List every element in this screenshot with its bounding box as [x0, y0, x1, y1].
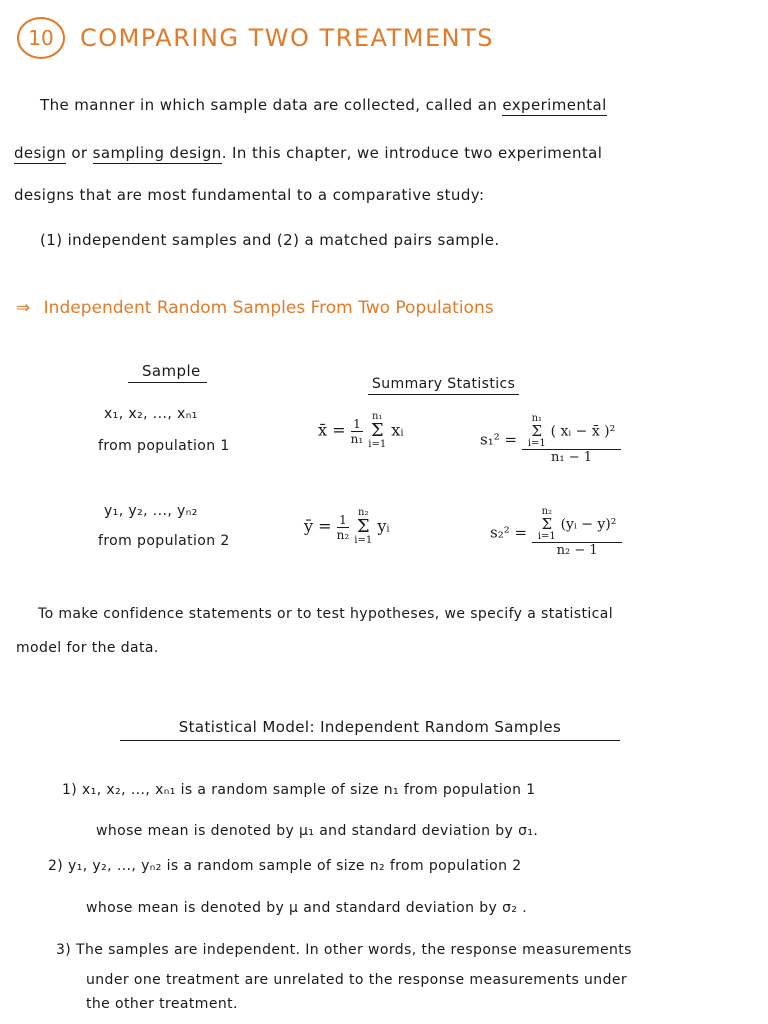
model-item-1-line-1: 1) x₁, x₂, ..., xₙ₁ is a random sample of size n₁ from population 1	[62, 782, 536, 798]
sigma-symbol: Σ	[356, 516, 370, 537]
sigma-symbol: Σ	[541, 515, 553, 533]
intro-line-1-text: The manner in which sample data are collected, called an	[40, 96, 498, 114]
mean1-sum-top: n₁	[372, 411, 383, 422]
var1-sum	[528, 414, 546, 449]
var2-sum	[538, 507, 556, 542]
page-title: COMPARING TWO TREATMENTS	[80, 24, 494, 52]
row2-sample: y₁, y₂, ..., yₙ₂	[104, 503, 198, 519]
mean2-fraction	[337, 513, 350, 542]
var2-sum-top: n₂	[541, 506, 553, 517]
model-title: Statistical Model: Independent Random Samples	[120, 718, 620, 741]
para2-line-2: model for the data.	[16, 640, 159, 656]
chapter-number: 10	[28, 26, 54, 50]
model-item-2-line-2: whose mean is denoted by μ and standard deviation by σ₂ .	[86, 900, 528, 916]
model-item-3-line-2: under one treatment are unrelated to the response measurements under	[86, 972, 628, 988]
intro-line-1	[40, 96, 607, 114]
model-item-3-line-1: 3) The samples are independent. In other words, the response measurements	[56, 942, 632, 958]
row1-population: from population 1	[98, 438, 230, 454]
mean1-frac-den: n₁	[350, 431, 364, 446]
var1-lhs: s₁² =	[480, 430, 518, 449]
mean1-frac-num: 1	[351, 417, 364, 432]
arrow-icon: ⇒	[16, 298, 31, 318]
sigma-symbol: Σ	[531, 422, 543, 440]
mean2-sum-bot: i=1	[354, 535, 373, 546]
section-title: Independent Random Samples From Two Populations	[43, 298, 494, 318]
var2-formula	[490, 507, 622, 558]
mean2-frac-den: n₂	[336, 527, 350, 542]
intro-or: or	[71, 144, 88, 162]
mean1-lhs: x̄ =	[318, 420, 346, 440]
intro-line-2	[14, 144, 602, 162]
mean1-term: xᵢ	[391, 420, 404, 440]
mean1-sum-bot: i=1	[368, 439, 387, 450]
model-item-3-line-3: the other treatment.	[86, 996, 238, 1012]
mean2-formula	[304, 508, 390, 546]
row2-population: from population 2	[98, 533, 230, 549]
var2-lhs: s₂² =	[490, 523, 528, 542]
mean2-frac-num: 1	[337, 513, 350, 528]
sample-header: Sample	[128, 362, 207, 383]
intro-line-4: (1) independent samples and (2) a matched pairs sample.	[40, 231, 500, 249]
model-item-1-line-2: whose mean is denoted by μ₁ and standard deviation by σ₁.	[96, 823, 539, 839]
sigma-symbol: Σ	[370, 420, 384, 441]
var1-numerator	[522, 414, 621, 450]
var1-sum-top: n₁	[531, 413, 543, 424]
mean2-term: yᵢ	[377, 516, 390, 536]
summary-header: Summary Statistics	[368, 376, 519, 395]
intro-line-3: designs that are most fundamental to a comparative study:	[14, 186, 485, 204]
mean2-sum-top: n₂	[358, 507, 369, 518]
var1-sum-bot: i=1	[527, 438, 546, 449]
var1-fraction	[522, 414, 621, 465]
var2-numerator	[532, 507, 623, 543]
term-experimental: experimental	[502, 96, 607, 114]
mean1-formula	[318, 412, 404, 450]
section-heading	[16, 298, 494, 318]
intro-line-2-rest: . In this chapter, we introduce two experimental	[221, 144, 603, 162]
term-sampling-design: sampling design	[92, 144, 222, 162]
var2-sum-bot: i=1	[537, 531, 556, 542]
var2-fraction	[532, 507, 623, 558]
var1-denominator: n₁ − 1	[551, 450, 593, 465]
term-design: design	[14, 144, 67, 162]
mean2-lhs: ȳ =	[304, 516, 332, 536]
chapter-badge	[17, 17, 65, 59]
para2-line-1: To make confidence statements or to test hypotheses, we specify a statistical	[38, 606, 614, 622]
row1-sample: x₁, x₂, ..., xₙ₁	[104, 406, 198, 422]
mean2-sum	[354, 508, 372, 546]
mean1-sum	[368, 412, 386, 450]
var1-formula	[480, 414, 621, 465]
var2-term: (yᵢ − y)²	[560, 516, 617, 533]
mean1-fraction	[351, 417, 364, 446]
var2-denominator: n₂ − 1	[556, 543, 598, 558]
var1-term: ( xᵢ − x̄ )²	[550, 423, 616, 440]
model-item-2-line-1: 2) y₁, y₂, ..., yₙ₂ is a random sample of size n₂ from population 2	[48, 858, 522, 874]
